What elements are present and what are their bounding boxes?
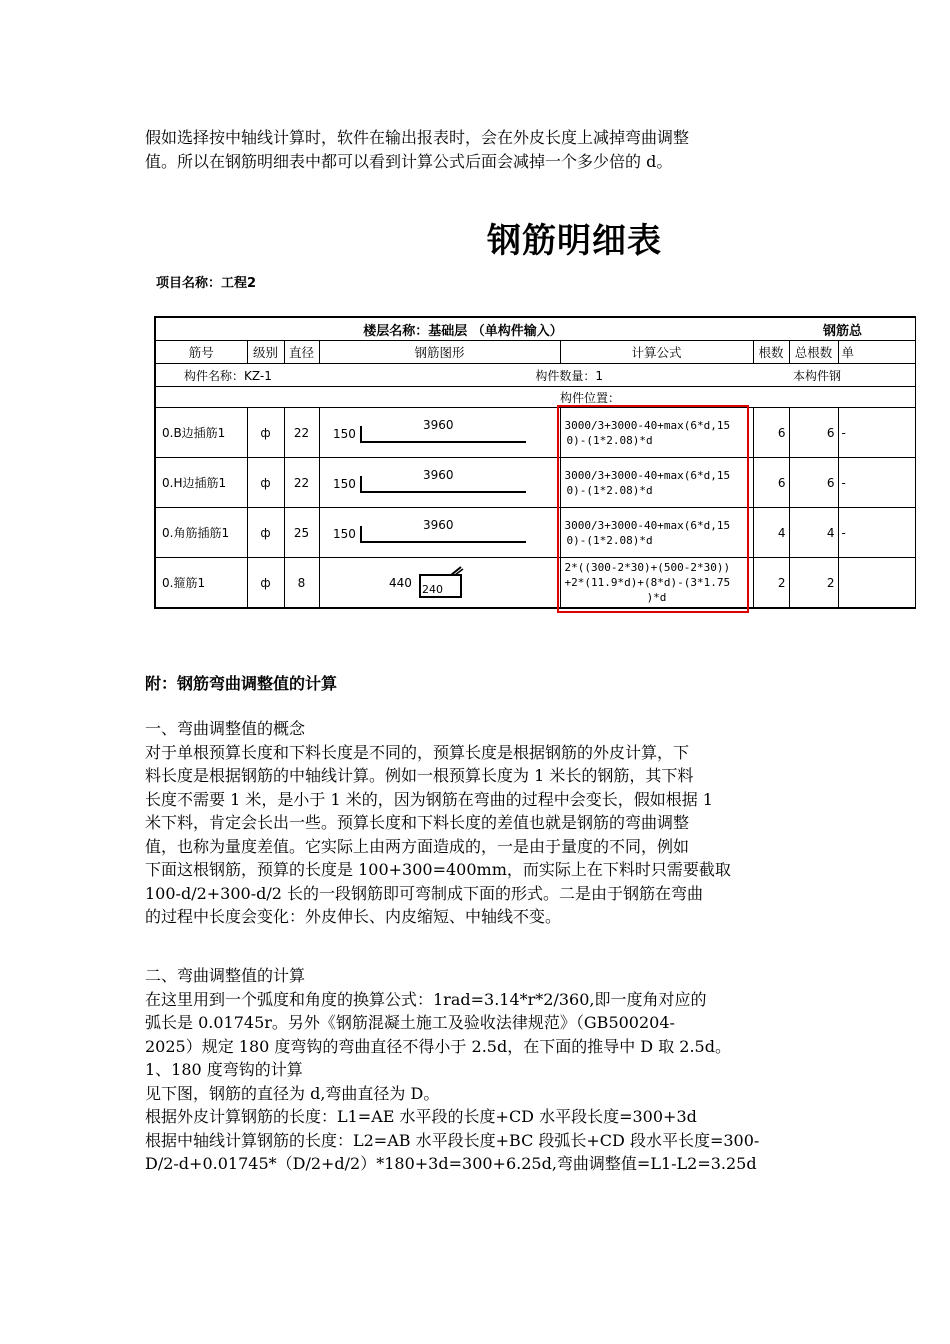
floor-row xyxy=(155,317,915,341)
component-row xyxy=(155,364,915,387)
bar-grade: ф xyxy=(247,408,284,458)
header-cut: 单 xyxy=(838,341,915,364)
header-count: 根数 xyxy=(753,341,789,364)
bar-count: 6 xyxy=(753,458,789,508)
table-row xyxy=(155,408,915,458)
bar-length-dim: 3960 xyxy=(422,467,454,482)
bar-dia: 8 xyxy=(284,558,319,609)
bar-shape xyxy=(319,458,560,508)
text-line: 值，也称为量度差值。它实际上由两方面造成的，一是由于量度的不同，例如 xyxy=(145,836,690,856)
text-line: 假如选择按中轴线计算时，软件在输出报表时，会在外皮长度上减掉弯曲调整 xyxy=(145,128,690,147)
project-name: 项目名称：工程2 xyxy=(156,276,257,291)
bar-shape-drawing xyxy=(323,463,553,503)
text-line: 二、弯曲调整值的计算 xyxy=(145,966,306,985)
text-line: 2025）规定 180 度弯钩的弯曲直径不得小于 2.5d，在下面的推导中 D 取 2.5d。 xyxy=(145,1036,731,1056)
component-name: 构件名称：KZ-1 xyxy=(155,364,319,387)
text-line: 见下图，钢筋的直径为 d,弯曲直径为 D。 xyxy=(145,1083,440,1103)
table-row xyxy=(155,458,915,508)
header-formula: 计算公式 xyxy=(560,341,753,364)
text-line: D/2-d+0.01745*（D/2+d/2）*180+3d=300+6.25d,弯曲调整值=L1-L2=3.25d xyxy=(145,1154,757,1173)
text-line: 100-d/2+300-d/2 长的一段钢筋即可弯制成下面的形式。二是由于钢筋在弯曲 xyxy=(145,883,704,903)
bar-count: 4 xyxy=(753,508,789,558)
bar-cut: - xyxy=(838,408,915,458)
bar-cut: - xyxy=(838,508,915,558)
text-line: 米下料，肯定会长出一些。预算长度和下料长度的差值也就是钢筋的弯曲调整 xyxy=(145,813,690,832)
bar-no: 0.角筋插筋1 xyxy=(155,508,247,558)
stirrup-count: 2 xyxy=(753,558,789,609)
component-cut: 本构件钢 xyxy=(753,364,915,387)
bar-shape xyxy=(319,408,560,458)
header-row xyxy=(155,341,915,364)
bar-total: 6 xyxy=(789,408,838,458)
bar-grade: ф xyxy=(247,558,284,609)
header-grade: 级别 xyxy=(247,341,284,364)
text-line: 长度不需要 1 米，是小于 1 米的，因为钢筋在弯曲的过程中会变长，假如根据 1 xyxy=(145,789,713,809)
bar-total: 6 xyxy=(789,458,838,508)
bar-no: 0.箍筋1 xyxy=(155,558,247,609)
bar-formula: 3000/3+3000-40+max(6*d,15 0)-(1*2.08)*d xyxy=(560,508,753,558)
text-line: 弧长是 0.01745r。另外《钢筋混凝土施工及验收法律规范》（GB500204- xyxy=(145,1013,675,1032)
bar-formula: 3000/3+3000-40+max(6*d,15 0)-(1*2.08)*d xyxy=(560,408,753,458)
section-2-paragraph xyxy=(145,964,810,1176)
text-line: 在这里用到一个弧度和角度的换算公式：1rad=3.14*r*2/360,即一度角对应的 xyxy=(145,989,707,1009)
text-line: 的过程中长度会变化：外皮伸长、内皮缩短、中轴线不变。 xyxy=(145,907,562,926)
table-row xyxy=(155,558,915,609)
component-position: 构件位置： xyxy=(560,387,753,408)
text-line: 下面这根钢筋，预算的长度是 100+300=400mm，而实际上在下料时只需要截取 xyxy=(145,860,731,879)
appendix-title: 附：钢筋弯曲调整值的计算 xyxy=(145,674,338,693)
text-line: 对于单根预算长度和下料长度是不同的，预算长度是根据钢筋的外皮计算，下 xyxy=(145,742,690,762)
text-line: 1、180 度弯钩的计算 xyxy=(145,1060,303,1079)
text-line: 值。所以在钢筋明细表中都可以看到计算公式后面会减掉一个多少倍的 d。 xyxy=(145,151,673,171)
stirrup-formula: 2*((300-2*30)+(500-2*30)) +2*(11.9*d)+(8*d)-(3*1.75 )*d xyxy=(560,558,753,609)
component-qty: 构件数量：1 xyxy=(319,364,753,387)
bar-no: 0.B边插筋1 xyxy=(155,408,247,458)
bar-left-dim: 150 xyxy=(332,526,356,541)
bar-dia: 22 xyxy=(284,408,319,458)
bar-cut: - xyxy=(838,458,915,508)
stirrup-height-dim: 240 xyxy=(421,582,443,596)
header-shape: 钢筋图形 xyxy=(319,341,560,364)
rebar-table xyxy=(154,316,916,609)
bar-grade: ф xyxy=(247,458,284,508)
bar-shape-drawing xyxy=(323,513,553,553)
position-row xyxy=(155,387,915,408)
stirrup-cut xyxy=(838,558,915,609)
header-no: 筋号 xyxy=(155,341,247,364)
stirrup-drawing xyxy=(323,561,553,605)
bar-dia: 25 xyxy=(284,508,319,558)
bar-length-dim: 3960 xyxy=(422,517,454,532)
bar-length-dim: 3960 xyxy=(422,417,454,432)
stirrup-total: 2 xyxy=(789,558,838,609)
total-cut-label: 钢筋总 xyxy=(753,317,915,341)
text-line: 根据外皮计算钢筋的长度：L1=AE 水平段的长度+CD 水平段长度=300+3d xyxy=(145,1107,697,1126)
bar-shape xyxy=(319,508,560,558)
bar-grade: ф xyxy=(247,508,284,558)
text-line: 根据中轴线计算钢筋的长度：L2=AB 水平段长度+BC 段弧长+CD 段水平长度=300- xyxy=(145,1130,760,1150)
bar-total: 4 xyxy=(789,508,838,558)
table-row xyxy=(155,508,915,558)
bar-left-dim: 150 xyxy=(332,426,356,441)
section-1-paragraph xyxy=(145,717,810,929)
bar-left-dim: 150 xyxy=(332,476,356,491)
bar-shape-drawing xyxy=(323,413,553,453)
text-line: 一、弯曲调整值的概念 xyxy=(145,719,306,738)
intro-paragraph xyxy=(145,126,810,173)
bar-dia: 22 xyxy=(284,458,319,508)
figure-title: 钢筋明细表 xyxy=(487,221,662,261)
bar-no: 0.H边插筋1 xyxy=(155,458,247,508)
text-line: 料长度是根据钢筋的中轴线计算。例如一根预算长度为 1 米长的钢筋，其下料 xyxy=(145,766,694,785)
header-total: 总根数 xyxy=(789,341,838,364)
bar-formula: 3000/3+3000-40+max(6*d,15 0)-(1*2.08)*d xyxy=(560,458,753,508)
stirrup-width-dim: 440 xyxy=(388,575,412,590)
floor-name: 楼层名称：基础层 （单构件输入） xyxy=(155,317,753,341)
rebar-schedule-figure xyxy=(150,205,863,615)
stirrup-shape xyxy=(319,558,560,609)
bar-count: 6 xyxy=(753,408,789,458)
header-dia: 直径 xyxy=(284,341,319,364)
